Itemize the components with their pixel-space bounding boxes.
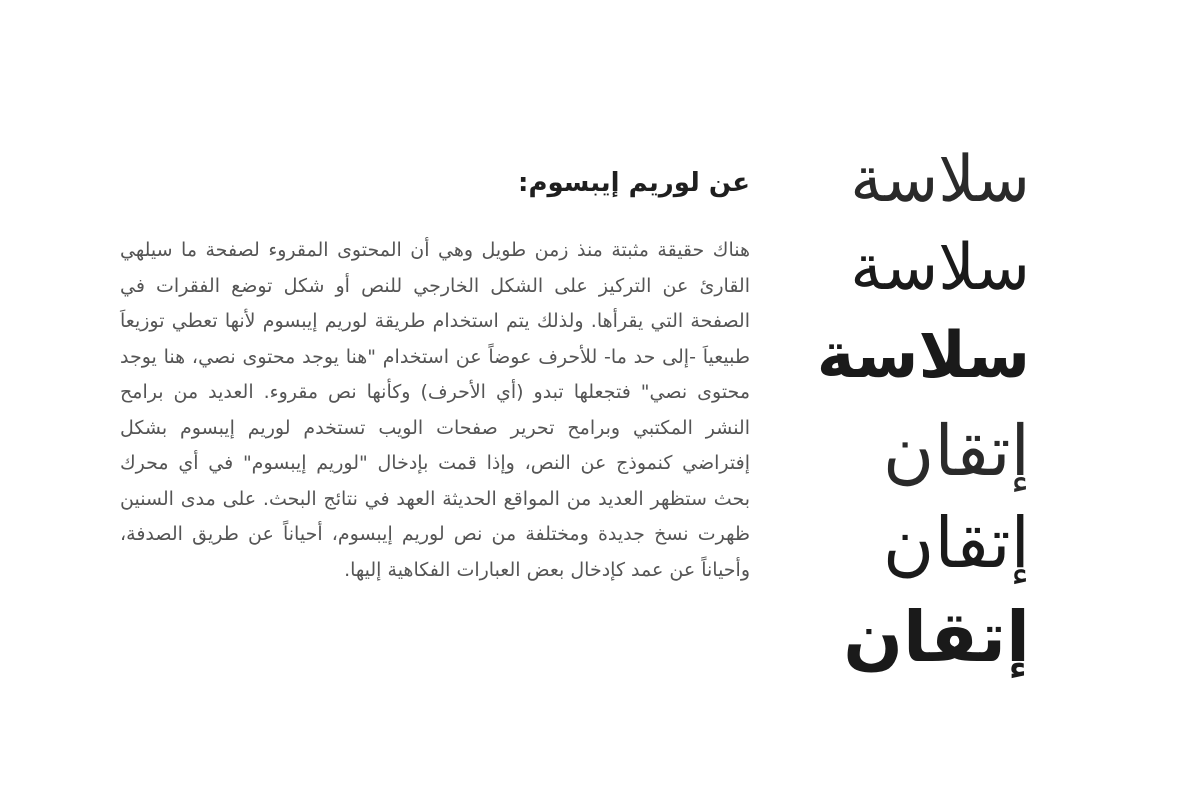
specimen-salasa-regular: سلاسة	[850, 231, 1030, 305]
specimen-itqan-bold: إتقان	[843, 596, 1030, 678]
specimen-salasa-bold: سلاسة	[816, 319, 1030, 393]
specimen-itqan-light: إتقان	[882, 410, 1030, 492]
lorem-ipsum-article	[120, 168, 750, 588]
article-heading: عن لوريم إيبسوم:	[518, 168, 750, 198]
specimen-salasa-light: سلاسة	[850, 143, 1030, 217]
specimen-itqan-regular: إتقان	[882, 502, 1030, 584]
weight-specimens	[816, 140, 1050, 700]
article-body: هناك حقيقة مثبتة منذ زمن طويل وهي أن المحتوى المقروء لصفحة ما سيلهي القارئ عن التركيز على الشكل الخارجي للنص أو شكل توضع الفقرات في الصفحة التي يقرأها. ولذلك يتم استخدام طريقة لوريم إيبسوم لأنها تعطي توزيعاَ طبيعياَ -إلى حد ما- للأحرف عوضاً عن استخدام "هنا يوجد محتوى نصي، هنا يوجد محتوى نصي" فتجعلها تبدو (أي الأحرف) وكأنها نص مقروء. العديد من برامح النشر المكتبي وبرامح تحرير صفحات الويب تستخدم لوريم إيبسوم بشكل إفتراضي كنموذج عن النص، وإذا قمت بإدخال "لوريم إيبسوم" في أي محرك بحث ستظهر العديد من المواقع الحديثة العهد في نتائج البحث. على مدى السنين ظهرت نسخ جديدة ومختلفة من نص لوريم إيبسوم، أحياناً عن طريق الصدفة، وأحياناً عن عمد كإدخال بعض العبارات الفكاهية إليها.	[120, 239, 750, 581]
